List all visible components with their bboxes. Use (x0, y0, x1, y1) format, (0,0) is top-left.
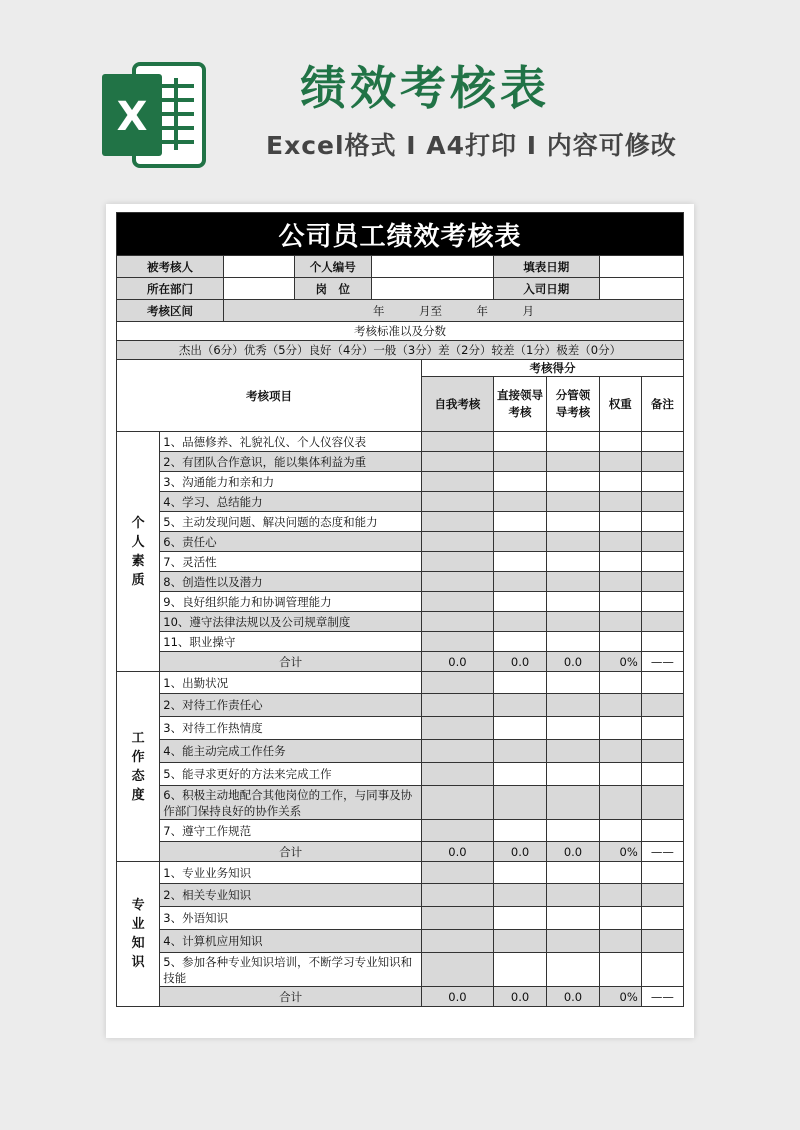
score-cell-manager[interactable] (547, 717, 599, 740)
total-row (117, 842, 684, 862)
item-label: 3、对待工作热情度 (160, 717, 422, 740)
score-cell-note[interactable] (641, 953, 683, 987)
score-cell-weight[interactable] (599, 432, 641, 452)
total-row (117, 652, 684, 672)
score-cell-manager[interactable] (547, 953, 599, 987)
score-cell-weight[interactable] (599, 740, 641, 763)
score-cell-direct[interactable] (493, 907, 547, 930)
score-cell-direct[interactable] (493, 672, 547, 694)
score-cell-self[interactable] (422, 717, 494, 740)
item-label: 1、品德修养、礼貌礼仪、个人仪容仪表 (160, 432, 422, 452)
score-cell-weight[interactable] (599, 862, 641, 884)
score-cell-direct[interactable] (493, 492, 547, 512)
table-row (117, 452, 684, 472)
score-cell-note[interactable] (641, 592, 683, 612)
item-label: 5、能寻求更好的方法来完成工作 (160, 763, 422, 786)
category-label: 专 业 知 识 (117, 862, 160, 1007)
total-manager: 0.0 (547, 652, 599, 672)
category-label: 工 作 态 度 (117, 672, 160, 862)
item-label: 4、学习、总结能力 (160, 492, 422, 512)
score-cell-manager[interactable] (547, 612, 599, 632)
score-cell-note[interactable] (641, 552, 683, 572)
score-cell-note[interactable] (641, 884, 683, 907)
score-cell-weight[interactable] (599, 884, 641, 907)
field-assessee[interactable] (224, 256, 295, 278)
table-row (117, 884, 684, 907)
field-join-date[interactable] (599, 278, 683, 300)
document-subtitle: Excel格式 I A4打印 I 内容可修改 (266, 131, 677, 160)
total-note: —— (641, 987, 683, 1007)
score-cell-weight[interactable] (599, 694, 641, 717)
score-cell-manager[interactable] (547, 907, 599, 930)
score-cell-note[interactable] (641, 512, 683, 532)
table-row (117, 930, 684, 953)
excel-icon (100, 60, 210, 170)
score-cell-direct[interactable] (493, 472, 547, 492)
item-label: 4、能主动完成工作任务 (160, 740, 422, 763)
table-row (117, 672, 684, 694)
total-direct: 0.0 (493, 842, 547, 862)
score-cell-note[interactable] (641, 694, 683, 717)
standard-title: 考核标准以及分数 (117, 322, 684, 341)
score-cell-manager[interactable] (547, 552, 599, 572)
table-row (117, 472, 684, 492)
score-cell-direct[interactable] (493, 452, 547, 472)
score-cell-self[interactable] (422, 930, 494, 953)
score-cell-direct[interactable] (493, 552, 547, 572)
col-header-weight: 权重 (599, 377, 641, 432)
score-cell-weight[interactable] (599, 907, 641, 930)
score-cell-direct[interactable] (493, 763, 547, 786)
score-cell-weight[interactable] (599, 632, 641, 652)
score-cell-self[interactable] (422, 612, 494, 632)
item-label: 7、灵活性 (160, 552, 422, 572)
table-row (117, 694, 684, 717)
total-label: 合计 (160, 987, 422, 1007)
score-cell-note[interactable] (641, 492, 683, 512)
score-cell-manager[interactable] (547, 592, 599, 612)
item-label: 7、遵守工作规范 (160, 820, 422, 842)
col-header-direct: 直接领导考核 (493, 377, 547, 432)
table-row (117, 552, 684, 572)
score-cell-manager[interactable] (547, 786, 599, 820)
score-cell-direct[interactable] (493, 717, 547, 740)
standard-text: 杰出（6分）优秀（5分）良好（4分）一般（3分）差（2分）较差（1分）极差（0分） (117, 341, 684, 360)
score-cell-self[interactable] (422, 672, 494, 694)
total-note: —— (641, 652, 683, 672)
table-row (117, 953, 684, 987)
score-cell-note[interactable] (641, 820, 683, 842)
score-cell-weight[interactable] (599, 472, 641, 492)
score-cell-self[interactable] (422, 694, 494, 717)
score-cell-self[interactable] (422, 763, 494, 786)
col-header-note: 备注 (641, 377, 683, 432)
table-row (117, 786, 684, 820)
total-self: 0.0 (422, 652, 494, 672)
score-cell-manager[interactable] (547, 820, 599, 842)
score-cell-self[interactable] (422, 820, 494, 842)
score-cell-self[interactable] (422, 632, 494, 652)
score-cell-manager[interactable] (547, 472, 599, 492)
item-label: 9、良好组织能力和协调管理能力 (160, 592, 422, 612)
item-label: 5、参加各种专业知识培训，不断学习专业知识和技能 (160, 953, 422, 987)
score-cell-manager[interactable] (547, 763, 599, 786)
field-employee-id[interactable] (371, 256, 493, 278)
label-join-date: 入司日期 (493, 278, 599, 300)
total-direct: 0.0 (493, 652, 547, 672)
table-row (117, 592, 684, 612)
col-header-score: 考核得分 (422, 360, 684, 377)
score-cell-weight[interactable] (599, 592, 641, 612)
table-row (117, 763, 684, 786)
score-cell-weight[interactable] (599, 532, 641, 552)
score-cell-note[interactable] (641, 740, 683, 763)
score-cell-self[interactable] (422, 532, 494, 552)
total-manager: 0.0 (547, 987, 599, 1007)
score-cell-note[interactable] (641, 862, 683, 884)
appraisal-table (116, 212, 684, 1007)
score-cell-direct[interactable] (493, 740, 547, 763)
total-row (117, 987, 684, 1007)
score-cell-manager[interactable] (547, 432, 599, 452)
score-cell-weight[interactable] (599, 786, 641, 820)
score-cell-self[interactable] (422, 953, 494, 987)
score-cell-weight[interactable] (599, 820, 641, 842)
score-cell-note[interactable] (641, 930, 683, 953)
label-period: 考核区间 (117, 300, 224, 322)
score-cell-manager[interactable] (547, 532, 599, 552)
score-cell-note[interactable] (641, 532, 683, 552)
score-cell-direct[interactable] (493, 884, 547, 907)
score-cell-direct[interactable] (493, 820, 547, 842)
score-cell-weight[interactable] (599, 572, 641, 592)
score-cell-direct[interactable] (493, 612, 547, 632)
total-direct: 0.0 (493, 987, 547, 1007)
item-label: 2、有团队合作意识，能以集体利益为重 (160, 452, 422, 472)
sheet-title: 公司员工绩效考核表 (117, 213, 684, 256)
score-cell-manager[interactable] (547, 884, 599, 907)
svg-text:X: X (116, 94, 148, 140)
score-cell-direct[interactable] (493, 532, 547, 552)
item-label: 11、职业操守 (160, 632, 422, 652)
table-row (117, 717, 684, 740)
total-note: —— (641, 842, 683, 862)
score-cell-direct[interactable] (493, 572, 547, 592)
page-header (0, 0, 800, 200)
score-cell-note[interactable] (641, 612, 683, 632)
score-cell-note[interactable] (641, 786, 683, 820)
score-cell-manager[interactable] (547, 492, 599, 512)
item-label: 8、创造性以及潜力 (160, 572, 422, 592)
item-label: 6、积极主动地配合其他岗位的工作，与同事及协作部门保持良好的协作关系 (160, 786, 422, 820)
table-row (117, 612, 684, 632)
field-period[interactable]: 年 月至 年 月 (224, 300, 684, 322)
score-cell-note[interactable] (641, 632, 683, 652)
score-cell-self[interactable] (422, 572, 494, 592)
score-cell-note[interactable] (641, 907, 683, 930)
document-title: 绩效考核表 (300, 61, 550, 115)
score-cell-weight[interactable] (599, 492, 641, 512)
score-cell-direct[interactable] (493, 512, 547, 532)
score-cell-manager[interactable] (547, 572, 599, 592)
total-weight: 0% (599, 842, 641, 862)
item-label: 3、外语知识 (160, 907, 422, 930)
score-cell-self[interactable] (422, 592, 494, 612)
score-cell-note[interactable] (641, 672, 683, 694)
col-header-item: 考核项目 (117, 360, 422, 432)
table-row (117, 632, 684, 652)
total-label: 合计 (160, 842, 422, 862)
total-weight: 0% (599, 652, 641, 672)
score-cell-self[interactable] (422, 740, 494, 763)
field-department[interactable] (224, 278, 295, 300)
label-fill-date: 填表日期 (493, 256, 599, 278)
score-cell-weight[interactable] (599, 612, 641, 632)
score-cell-manager[interactable] (547, 672, 599, 694)
table-row (117, 572, 684, 592)
sheet-paper (106, 204, 694, 1038)
score-cell-self[interactable] (422, 786, 494, 820)
total-weight: 0% (599, 987, 641, 1007)
score-cell-weight[interactable] (599, 717, 641, 740)
score-cell-manager[interactable] (547, 740, 599, 763)
item-label: 6、责任心 (160, 532, 422, 552)
col-header-manager: 分管领导考核 (547, 377, 599, 432)
score-cell-direct[interactable] (493, 432, 547, 452)
score-cell-manager[interactable] (547, 862, 599, 884)
item-label: 5、主动发现问题、解决问题的态度和能力 (160, 512, 422, 532)
category-label: 个 人 素 质 (117, 432, 160, 672)
score-cell-direct[interactable] (493, 786, 547, 820)
score-cell-direct[interactable] (493, 862, 547, 884)
table-row (117, 907, 684, 930)
score-cell-weight[interactable] (599, 512, 641, 532)
score-cell-weight[interactable] (599, 930, 641, 953)
table-row (117, 820, 684, 842)
score-cell-direct[interactable] (493, 694, 547, 717)
score-cell-self[interactable] (422, 552, 494, 572)
table-row (117, 492, 684, 512)
item-label: 4、计算机应用知识 (160, 930, 422, 953)
total-manager: 0.0 (547, 842, 599, 862)
score-cell-manager[interactable] (547, 930, 599, 953)
total-self: 0.0 (422, 987, 494, 1007)
score-cell-note[interactable] (641, 572, 683, 592)
score-cell-manager[interactable] (547, 512, 599, 532)
field-position[interactable] (371, 278, 493, 300)
score-cell-self[interactable] (422, 862, 494, 884)
score-cell-weight[interactable] (599, 552, 641, 572)
field-fill-date[interactable] (599, 256, 683, 278)
score-cell-direct[interactable] (493, 592, 547, 612)
item-label: 10、遵守法律法规以及公司规章制度 (160, 612, 422, 632)
label-position: 岗 位 (294, 278, 371, 300)
table-row (117, 862, 684, 884)
score-cell-note[interactable] (641, 432, 683, 452)
item-label: 3、沟通能力和亲和力 (160, 472, 422, 492)
item-label: 1、出勤状况 (160, 672, 422, 694)
table-row (117, 432, 684, 452)
label-assessee: 被考核人 (117, 256, 224, 278)
score-cell-self[interactable] (422, 512, 494, 532)
score-cell-self[interactable] (422, 472, 494, 492)
score-cell-note[interactable] (641, 717, 683, 740)
score-cell-direct[interactable] (493, 930, 547, 953)
item-label: 2、相关专业知识 (160, 884, 422, 907)
score-cell-direct[interactable] (493, 632, 547, 652)
score-cell-note[interactable] (641, 452, 683, 472)
score-cell-self[interactable] (422, 452, 494, 472)
score-cell-manager[interactable] (547, 632, 599, 652)
label-employee-id: 个人编号 (294, 256, 371, 278)
label-department: 所在部门 (117, 278, 224, 300)
score-cell-manager[interactable] (547, 452, 599, 472)
table-row (117, 740, 684, 763)
score-cell-self[interactable] (422, 907, 494, 930)
col-header-self: 自我考核 (422, 377, 494, 432)
item-label: 1、专业业务知识 (160, 862, 422, 884)
score-cell-note[interactable] (641, 472, 683, 492)
total-label: 合计 (160, 652, 422, 672)
score-cell-weight[interactable] (599, 763, 641, 786)
score-cell-self[interactable] (422, 432, 494, 452)
score-cell-direct[interactable] (493, 953, 547, 987)
total-self: 0.0 (422, 842, 494, 862)
score-cell-manager[interactable] (547, 694, 599, 717)
score-cell-self[interactable] (422, 884, 494, 907)
score-cell-weight[interactable] (599, 452, 641, 472)
score-cell-weight[interactable] (599, 672, 641, 694)
item-label: 2、对待工作责任心 (160, 694, 422, 717)
score-cell-weight[interactable] (599, 953, 641, 987)
table-row (117, 532, 684, 552)
score-cell-self[interactable] (422, 492, 494, 512)
table-row (117, 512, 684, 532)
score-cell-note[interactable] (641, 763, 683, 786)
